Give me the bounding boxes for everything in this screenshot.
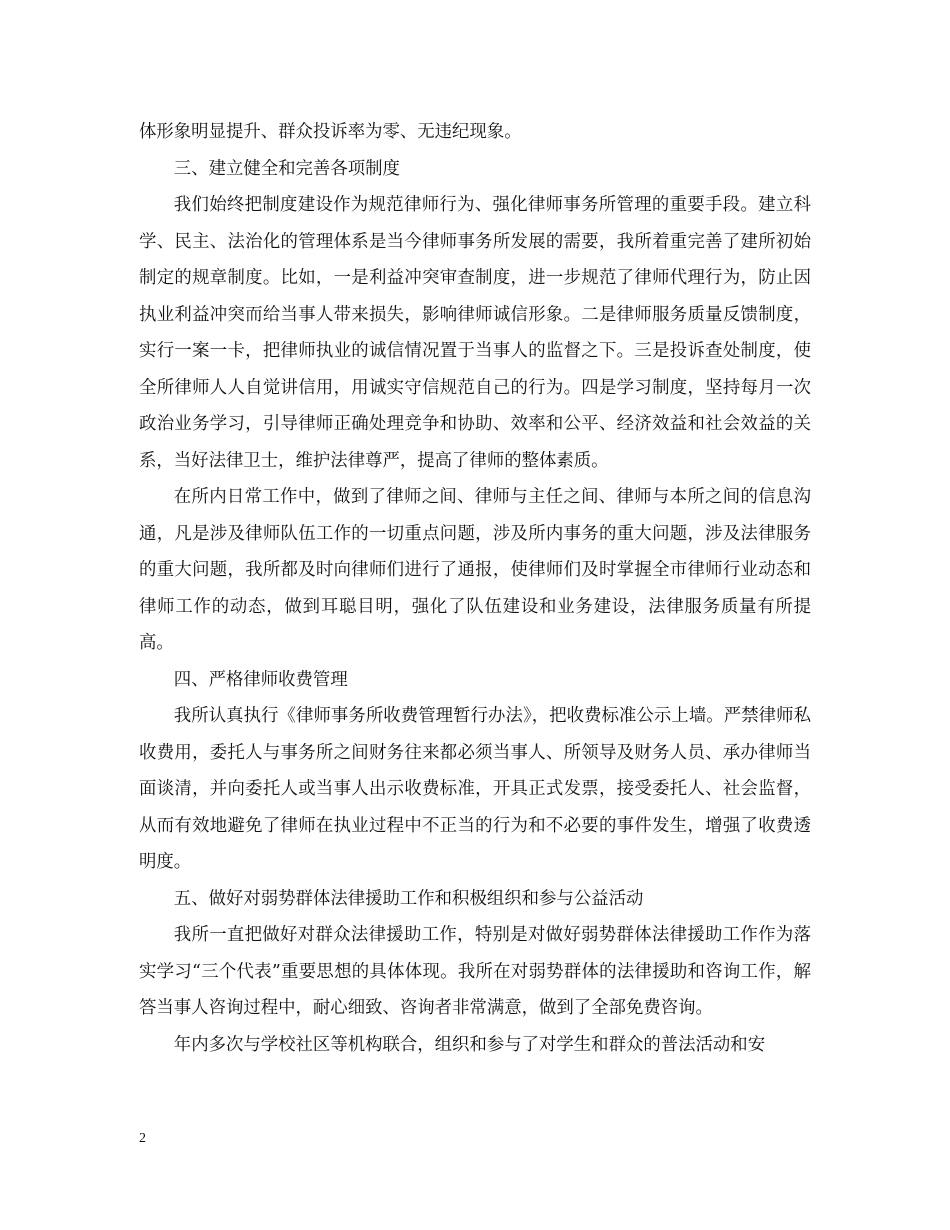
continued-paragraph: 体形象明显提升、群众投诉率为零、无违纪现象。 [139, 122, 522, 142]
paragraph-internal-communication: 在所内日常工作中，做到了律师之间、律师与主任之间、律师与本所之间的信息沟通，凡是涉及律师队伍工作的一切重点问题，涉及所内事务的重大问题，涉及法律服务的重大问题，我所都及时向律师们进行了通报，使律师们及时掌握全市律师行业动态和律师工作的动态，做到耳聪目明，强化了队伍建设和业务建设，法律服务质量有所提高。 [139, 487, 811, 653]
section-heading-4: 四、严格律师收费管理 [173, 669, 348, 690]
paragraph-legal-aid: 我所一直把做好对群众法律援助工作，特别是对做好弱势群体法律援助工作作为落实学习“三个代表”重要思想的具体体现。我所在对弱势群体的法律援助和咨询工作，解答当事人咨询过程中，耐心细致、咨询者非常满意，做到了全部免费咨询。 [139, 925, 811, 1018]
document-body [139, 114, 811, 1063]
section-heading-3: 三、建立健全和完善各项制度 [173, 158, 400, 179]
page-number: 2 [139, 1131, 146, 1146]
paragraph-public-activities: 年内多次与学校社区等机构联合，组织和参与了对学生和群众的普法活动和安 [173, 1034, 766, 1055]
paragraph-rules-system: 我们始终把制度建设作为规范律师行为、强化律师事务所管理的重要手段。建立科学、民主、法治化的管理体系是当今律师事务所发展的需要，我所着重完善了建所初始制定的规章制度。比如，一是利益冲突审查制度，进一步规范了律师代理行为，防止因执业利益冲突而给当事人带来损失，影响律师诚信形象。二是律师服务质量反馈制度，实行一案一卡，把律师执业的诚信情况置于当事人的监督之下。三是投诉查处制度，使全所律师人人自觉讲信用，用诚实守信规范自己的行为。四是学习制度，坚持每月一次政治业务学习，引导律师正确处理竞争和协助、效率和公平、经济效益和社会效益的关系，当好法律卫士，维护法律尊严，提高了律师的整体素质。 [139, 195, 811, 471]
section-heading-5: 五、做好对弱势群体法律援助工作和积极组织和参与公益活动 [173, 888, 644, 909]
paragraph-fee-management: 我所认真执行《律师事务所收费管理暂行办法》，把收费标准公示上墙。严禁律师私收费用，委托人与事务所之间财务往来都必须当事人、所领导及财务人员、承办律师当面谈清，并向委托人或当事人出示收费标准，开具正式发票，接受委托人、社会监督，从而有效地避免了律师在执业过程中不正当的行为和不必要的事件发生，增强了收费透明度。 [139, 706, 811, 872]
